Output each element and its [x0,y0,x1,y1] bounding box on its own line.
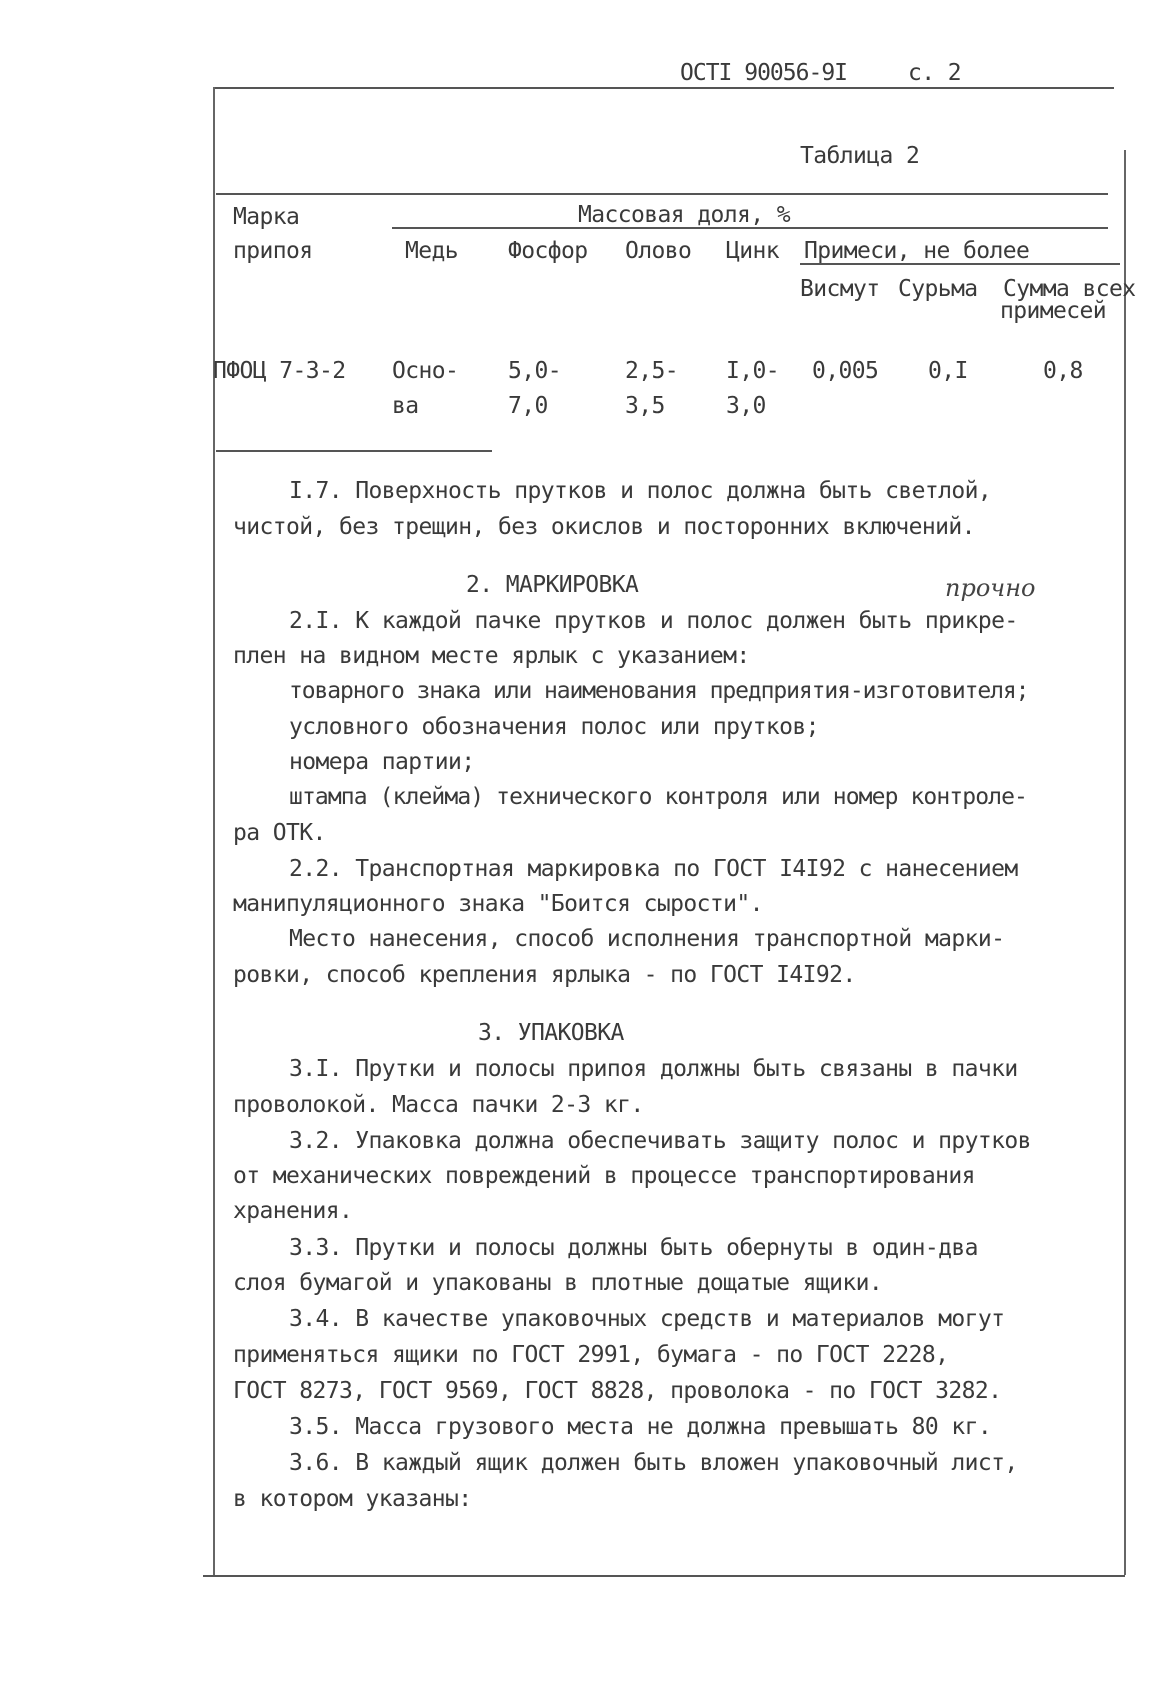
paragraph-3-6: 3.6. В каждый ящик должен быть вложен упаковочный лист, [289,1450,1018,1476]
paragraph-3-2: от механических повреждений в процессе транспортирования [233,1163,975,1189]
table-header-bismuth: Висмут [800,276,880,302]
paragraph-3-4: ГОСТ 8273, ГОСТ 9569, ГОСТ 8828, проволока - по ГОСТ 3282. [233,1378,1002,1404]
frame-left-line [213,87,215,1577]
paragraph-3-4: 3.4. В качестве упаковочных средств и материалов могут [289,1306,1005,1332]
table-header-mass-fraction: Массовая доля, % [578,202,790,228]
table-cell-tin: 2,5- [625,358,678,384]
table-header-zinc: Цинк [726,238,779,264]
table-header-phosphorus: Фосфор [508,238,588,264]
table-cell-antimony: 0,I [928,358,968,384]
table-cell-tin: 3,5 [625,393,665,419]
document-number: ОСТI 90056-9I [680,60,848,86]
table-cell-zinc: 3,0 [726,393,766,419]
paragraph-2-2: 2.2. Транспортная маркировка по ГОСТ I4I92 с нанесением [289,856,1018,882]
paragraph-3-2: хранения. [233,1198,353,1224]
frame-top-line [214,87,1114,89]
paragraph-3-5: 3.5. Масса грузового места не должна превышать 80 кг. [289,1414,992,1440]
list-item: товарного знака или наименования предприятия-изготовителя; [289,678,1029,704]
table-header-grade: Марка [233,204,300,230]
paragraph-3-3: 3.3. Прутки и полосы должны быть обернуты в один-два [289,1235,978,1261]
handwritten-insert: прочно [945,574,1036,602]
section-2-title: 2. МАРКИРОВКА [466,572,639,598]
table-cell-total: 0,8 [1043,358,1083,384]
paragraph-1-7: I.7. Поверхность прутков и полос должна быть светлой, [289,478,992,504]
paragraph-3-6: в котором указаны: [233,1486,472,1512]
table-header-total: примесей [1000,298,1106,324]
table-header-tin: Олово [625,238,692,264]
paragraph-2-2-continued: ровки, способ крепления ярлыка - по ГОСТ I4I92. [233,962,856,988]
table-top-rule [216,193,1108,195]
table-header-antimony: Сурьма [898,276,978,302]
list-item: номера партии; [289,749,475,775]
paragraph-2-1: 2.I. К каждой пачке прутков и полос должен быть прикре- [289,608,1018,634]
paragraph-2-2: манипуляционного знака "Боится сырости". [233,891,763,917]
table-cell-phosphorus: 5,0- [508,358,561,384]
paragraph-3-2: 3.2. Упаковка должна обеспечивать защиту полос и прутков [289,1128,1031,1154]
paragraph-3-1: проволокой. Масса пачки 2-3 кг. [233,1092,644,1118]
section-3-title: 3. УПАКОВКА [478,1020,624,1046]
paragraph-3-1: 3.I. Прутки и полосы припоя должны быть связаны в пачки [289,1056,1018,1082]
table-cell-zinc: I,0- [726,358,779,384]
table-header-total: Сумма всех [1003,276,1136,302]
table-cell-copper: Осно- [392,358,459,384]
list-item: ра ОТК. [233,820,326,846]
list-item: условного обозначения полос или прутков; [289,714,819,740]
paragraph-3-4: применяться ящики по ГОСТ 2991, бумага - по ГОСТ 2228, [233,1342,949,1368]
table-cell-bismuth: 0,005 [812,358,879,384]
table-cell-phosphorus: 7,0 [508,393,548,419]
paragraph-3-3: слоя бумагой и упакованы в плотные дощатые ящики. [233,1270,883,1296]
frame-right-line [1124,150,1126,1575]
table-impurities-rule [800,263,1120,265]
page-number: с. 2 [908,60,961,86]
paragraph-1-7: чистой, без трещин, без окислов и посторонних включений. [233,514,975,540]
table-cell-copper: ва [392,393,419,419]
table-header-grade: припоя [233,238,313,264]
frame-bottom-line [203,1575,1125,1577]
table-header-copper: Медь [405,238,458,264]
table-header-impurities: Примеси, не более [804,238,1030,264]
paragraph-2-2-continued: Место нанесения, способ исполнения транспортной марки- [289,926,1005,952]
table-caption: Таблица 2 [800,143,920,169]
table-bottom-rule [216,450,492,452]
list-item: штампа (клейма) технического контроля или номер контроле- [289,784,1027,810]
paragraph-2-1: плен на видном месте ярлык с указанием: [233,643,750,669]
table-row-grade: ПФОЦ 7-3-2 [213,358,346,384]
table-group-rule [392,227,1108,229]
